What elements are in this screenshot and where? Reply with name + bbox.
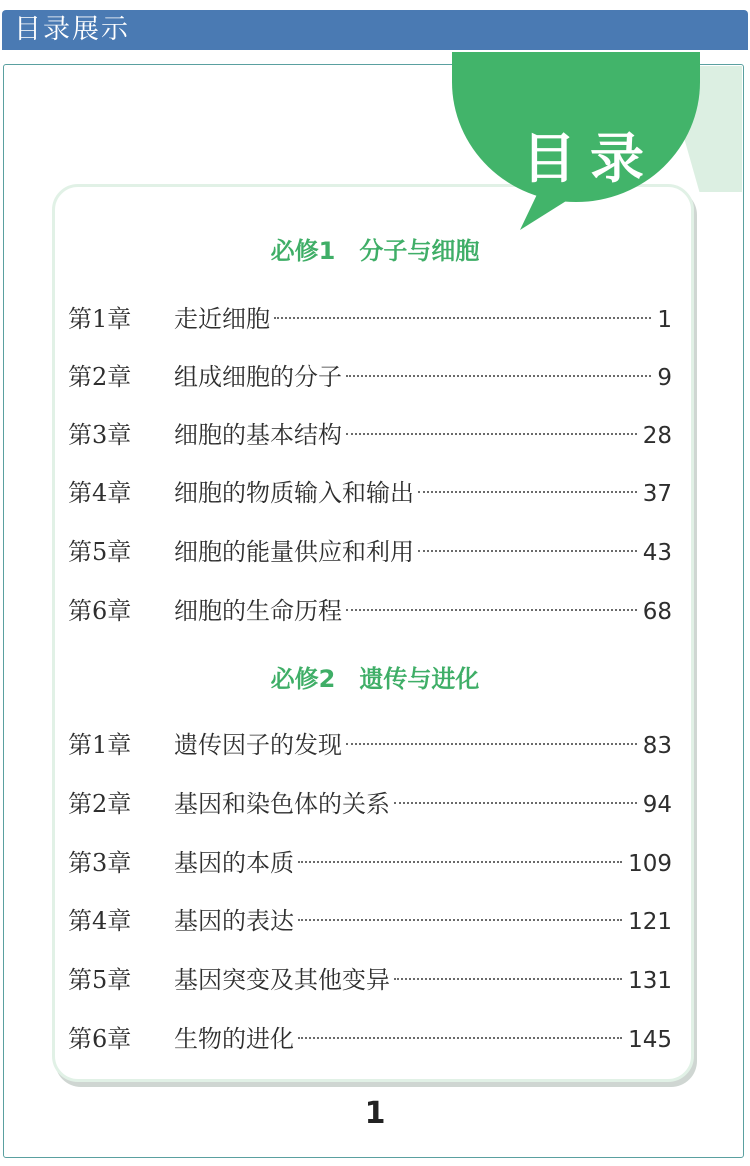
page-ref: 131 [628, 968, 672, 994]
dot-leader [346, 608, 637, 611]
chapter-title: 细胞的物质输入和输出 [174, 479, 414, 507]
chapter-number: 第6章 [68, 597, 132, 625]
chapter-number: 第2章 [68, 363, 132, 391]
toc-entry[interactable] [68, 728, 672, 762]
chapter-number: 第3章 [68, 849, 132, 877]
header-bar [0, 0, 750, 56]
dot-leader [298, 918, 622, 921]
toc-entry[interactable] [68, 360, 672, 394]
toc-entry[interactable] [68, 594, 672, 628]
dot-leader [346, 374, 651, 377]
section-title: 必修2 遗传与进化 [270, 665, 480, 693]
toc-entry[interactable] [68, 1022, 672, 1056]
toc-badge-label: 目录 [522, 127, 658, 190]
dot-leader [346, 432, 637, 435]
toc-entry[interactable] [68, 846, 672, 880]
dot-leader [274, 316, 651, 319]
chapter-title: 走近细胞 [174, 305, 270, 333]
chapter-title: 遗传因子的发现 [174, 731, 342, 759]
chapter-title: 生物的进化 [174, 1025, 294, 1053]
dot-leader [298, 1036, 622, 1039]
toc-entry[interactable] [68, 302, 672, 336]
chapter-number: 第4章 [68, 479, 132, 507]
toc-entry[interactable] [68, 535, 672, 569]
chapter-title: 基因和染色体的关系 [174, 790, 390, 818]
chapter-title: 基因的表达 [174, 907, 294, 935]
header-title: 目录展示 [14, 14, 130, 45]
toc-entry[interactable] [68, 476, 672, 510]
toc-entry[interactable] [68, 963, 672, 997]
page-ref: 1 [657, 307, 672, 333]
chapter-title: 细胞的生命历程 [174, 597, 342, 625]
page-number: 1 [364, 1096, 386, 1131]
page-ref: 68 [642, 599, 672, 625]
page-ref: 145 [628, 1027, 672, 1053]
dot-leader [418, 549, 637, 552]
chapter-title: 基因突变及其他变异 [174, 966, 390, 994]
chapter-title: 基因的本质 [174, 849, 294, 877]
toc-entry[interactable] [68, 418, 672, 452]
page-ref: 109 [628, 851, 672, 877]
page-ref: 94 [642, 792, 672, 818]
chapter-number: 第4章 [68, 907, 132, 935]
chapter-title: 细胞的能量供应和利用 [174, 538, 414, 566]
page-ref: 37 [642, 481, 672, 507]
chapter-number: 第1章 [68, 731, 132, 759]
chapter-number: 第5章 [68, 966, 132, 994]
chapter-number: 第6章 [68, 1025, 132, 1053]
chapter-number: 第3章 [68, 421, 132, 449]
page-ref: 43 [642, 540, 672, 566]
toc-entry[interactable] [68, 904, 672, 938]
page-ref: 121 [628, 909, 672, 935]
page-ref: 83 [642, 733, 672, 759]
section-title: 必修1 分子与细胞 [270, 237, 480, 265]
chapter-number: 第1章 [68, 305, 132, 333]
dot-leader [394, 801, 637, 804]
chapter-title: 组成细胞的分子 [174, 363, 342, 391]
dot-leader [418, 490, 637, 493]
dot-leader [394, 977, 622, 980]
toc-entry[interactable] [68, 787, 672, 821]
dot-leader [346, 742, 637, 745]
chapter-number: 第2章 [68, 790, 132, 818]
chapter-number: 第5章 [68, 538, 132, 566]
dot-leader [298, 860, 622, 863]
page-ref: 9 [657, 365, 672, 391]
page-ref: 28 [642, 423, 672, 449]
chapter-title: 细胞的基本结构 [174, 421, 342, 449]
